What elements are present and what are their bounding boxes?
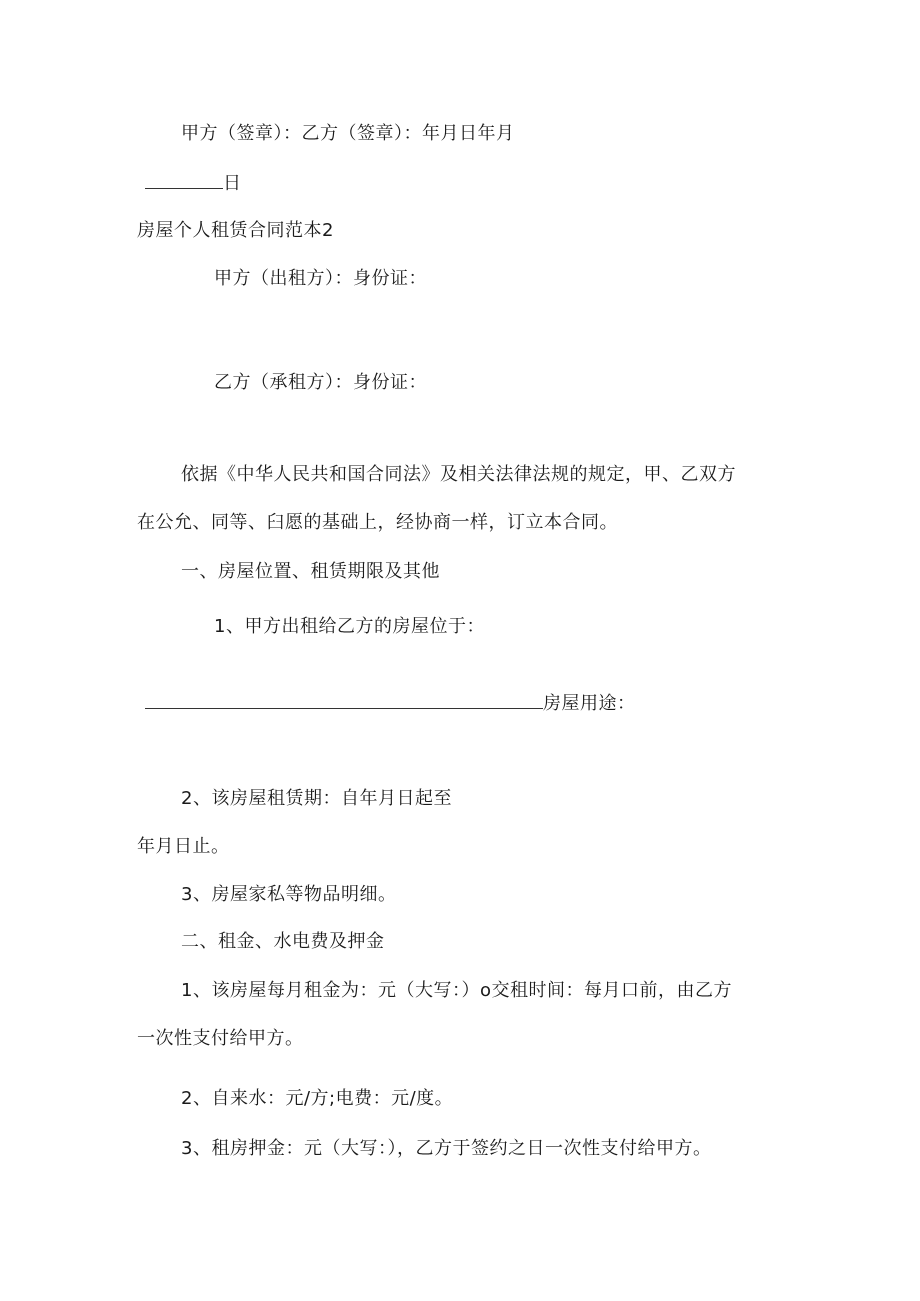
item-1-2-line-2: 年月日止。: [137, 836, 230, 857]
section-1-heading: 一、房屋位置、租赁期限及其他: [181, 561, 440, 582]
preamble-line-1: 依据《中华人民共和国合同法》及相关法律法规的规定，甲、乙双方: [181, 464, 736, 485]
usage-line: [145, 690, 636, 716]
item-2-3: 3、租房押金：元（大写：），乙方于签约之日一次性支付给甲方。: [181, 1138, 712, 1159]
address-blank: [145, 690, 543, 709]
item-2-1-line-2: 一次性支付给甲方。: [137, 1028, 304, 1049]
item-1-3: 3、房屋家私等物品明细。: [181, 884, 397, 905]
item-2-1-line-1: 1、该房屋每月租金为：元（大写：）o交租时间：每月口前，由乙方: [181, 980, 732, 1001]
preamble-line-2: 在公允、同等、臼愿的基础上，经协商一样，订立本合同。: [137, 512, 618, 533]
document-title: 房屋个人租赁合同范本2: [137, 220, 334, 241]
item-1-2-line-1: 2、该房屋租赁期：自年月日起至: [181, 788, 452, 809]
section-2-heading: 二、租金、水电费及押金: [181, 931, 385, 952]
usage-label: 房屋用途：: [543, 693, 636, 714]
item-1-1: 1、甲方出租给乙方的房屋位于：: [214, 616, 485, 637]
item-2-2: 2、自来水：元/方;电费：元/度。: [181, 1088, 454, 1109]
date-line: [145, 170, 242, 196]
party-b-line: 乙方（承租方）：身份证：: [214, 372, 427, 393]
date-blank: [145, 170, 223, 189]
date-suffix: 日: [223, 173, 242, 194]
signature-line: 甲方（签章）：乙方（签章）：年月日年月: [181, 123, 515, 144]
party-a-line: 甲方（出租方）：身份证：: [214, 268, 427, 289]
